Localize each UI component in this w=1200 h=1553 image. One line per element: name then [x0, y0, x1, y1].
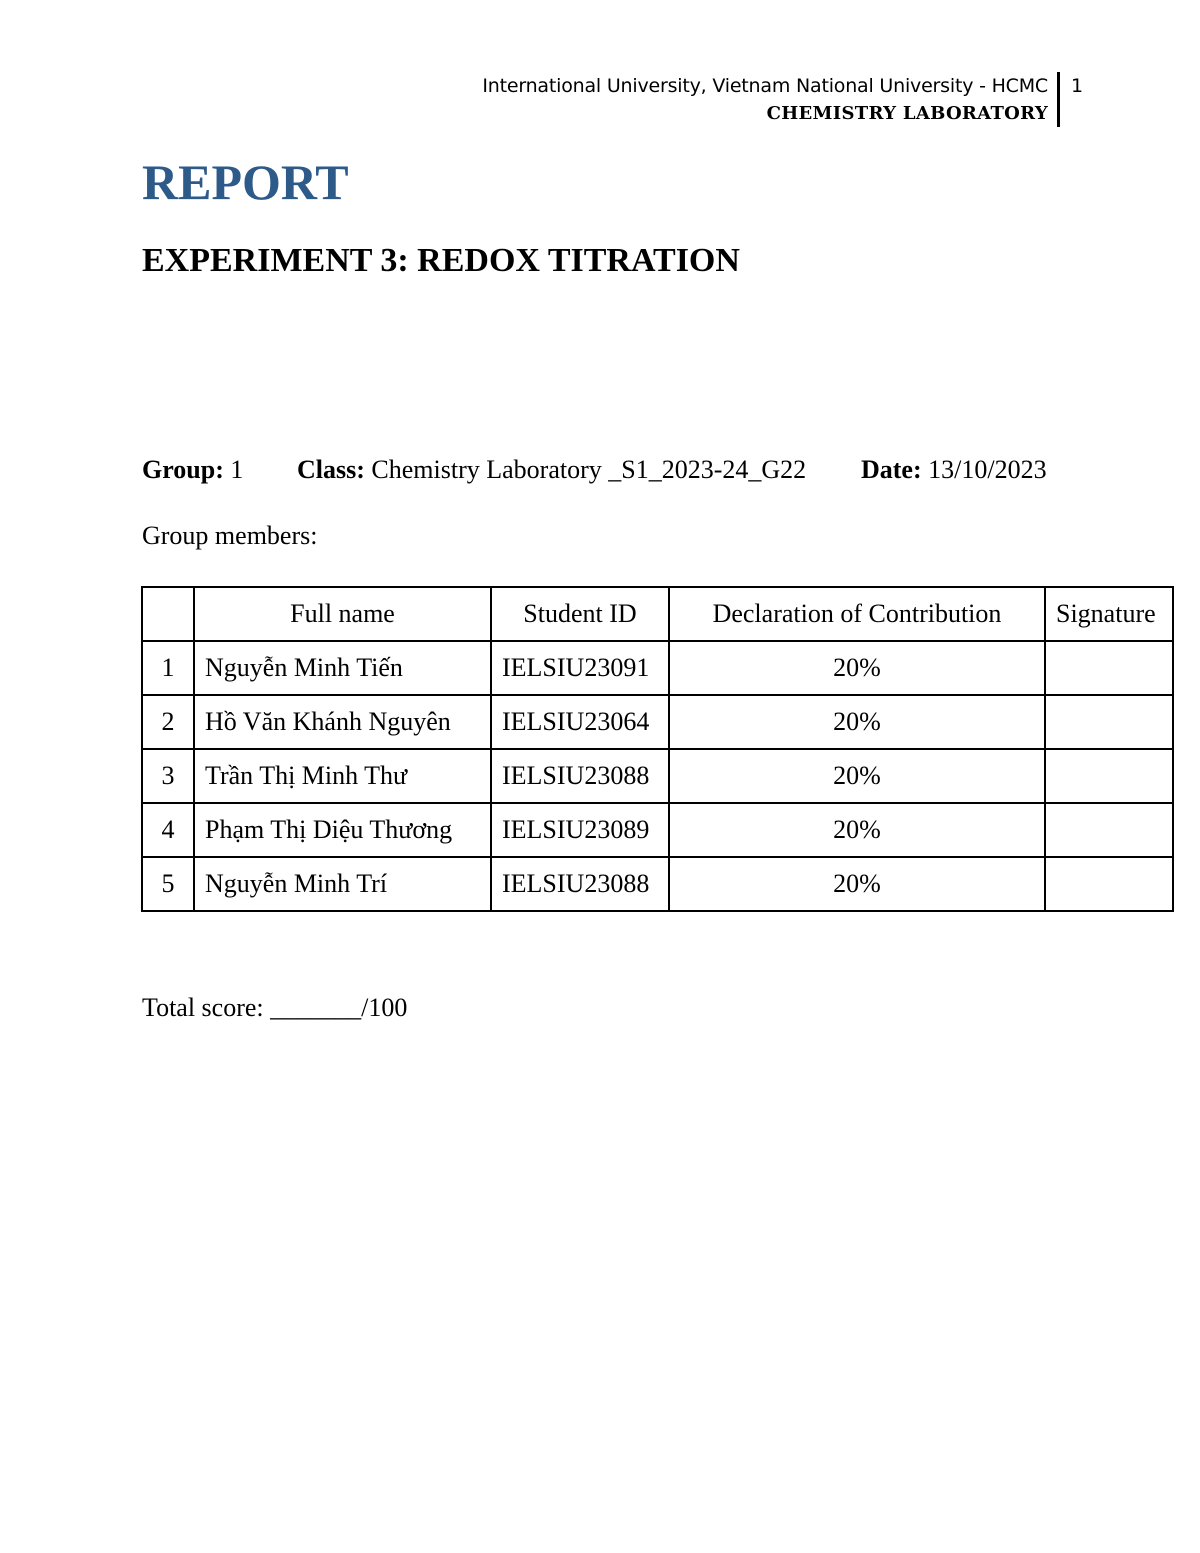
- contribution: 20%: [669, 803, 1045, 857]
- signature-cell: [1045, 695, 1173, 749]
- student-id: IELSIU23064: [491, 695, 669, 749]
- members-table: [141, 586, 1174, 912]
- row-number: 5: [142, 857, 194, 911]
- student-id: IELSIU23091: [491, 641, 669, 695]
- member-name: Nguyễn Minh Tiến: [194, 641, 491, 695]
- header-cell-signature: Signature: [1045, 587, 1173, 641]
- experiment-title: EXPERIMENT 3: REDOX TITRATION: [142, 242, 740, 279]
- date-label: Date:: [861, 455, 922, 484]
- signature-cell: [1045, 803, 1173, 857]
- info-class: [297, 453, 806, 487]
- member-name: Trần Thị Minh Thư: [194, 749, 491, 803]
- date-value: 13/10/2023: [928, 455, 1047, 484]
- header-lab: CHEMISTRY LABORATORY: [766, 103, 1048, 124]
- table-row: [142, 857, 1173, 911]
- total-score: Total score: _______/100: [142, 993, 408, 1022]
- class-value: Chemistry Laboratory _S1_2023-24_G22: [371, 455, 807, 484]
- contribution: 20%: [669, 695, 1045, 749]
- info-group: [142, 453, 243, 487]
- header-divider: [1057, 72, 1060, 127]
- members-label: Group members:: [142, 521, 318, 550]
- contribution: 20%: [669, 641, 1045, 695]
- contribution: 20%: [669, 749, 1045, 803]
- row-number: 1: [142, 641, 194, 695]
- class-label: Class:: [297, 455, 365, 484]
- report-title: REPORT: [142, 154, 349, 210]
- row-number: 3: [142, 749, 194, 803]
- contribution: 20%: [669, 857, 1045, 911]
- student-id: IELSIU23088: [491, 857, 669, 911]
- signature-cell: [1045, 857, 1173, 911]
- member-name: Phạm Thị Diệu Thương: [194, 803, 491, 857]
- table-row: [142, 803, 1173, 857]
- member-name: Hồ Văn Khánh Nguyên: [194, 695, 491, 749]
- header-university: International University, Vietnam National University - HCMC: [482, 75, 1048, 97]
- header-cell-contribution: Declaration of Contribution: [669, 587, 1045, 641]
- student-id: IELSIU23089: [491, 803, 669, 857]
- header-cell-full-name: Full name: [194, 587, 491, 641]
- page-header: [0, 70, 1200, 130]
- table-header-row: [142, 587, 1173, 641]
- header-text: [482, 73, 1048, 127]
- info-date: [861, 453, 1047, 487]
- header-cell-student-id: Student ID: [491, 587, 669, 641]
- table-row: [142, 695, 1173, 749]
- table-row: [142, 749, 1173, 803]
- header-cell-number: [142, 587, 194, 641]
- group-label: Group:: [142, 455, 224, 484]
- row-number: 4: [142, 803, 194, 857]
- group-value: 1: [230, 455, 244, 484]
- signature-cell: [1045, 749, 1173, 803]
- member-name: Nguyễn Minh Trí: [194, 857, 491, 911]
- student-id: IELSIU23088: [491, 749, 669, 803]
- table-row: [142, 641, 1173, 695]
- signature-cell: [1045, 641, 1173, 695]
- row-number: 2: [142, 695, 194, 749]
- page-number: 1: [1071, 75, 1084, 97]
